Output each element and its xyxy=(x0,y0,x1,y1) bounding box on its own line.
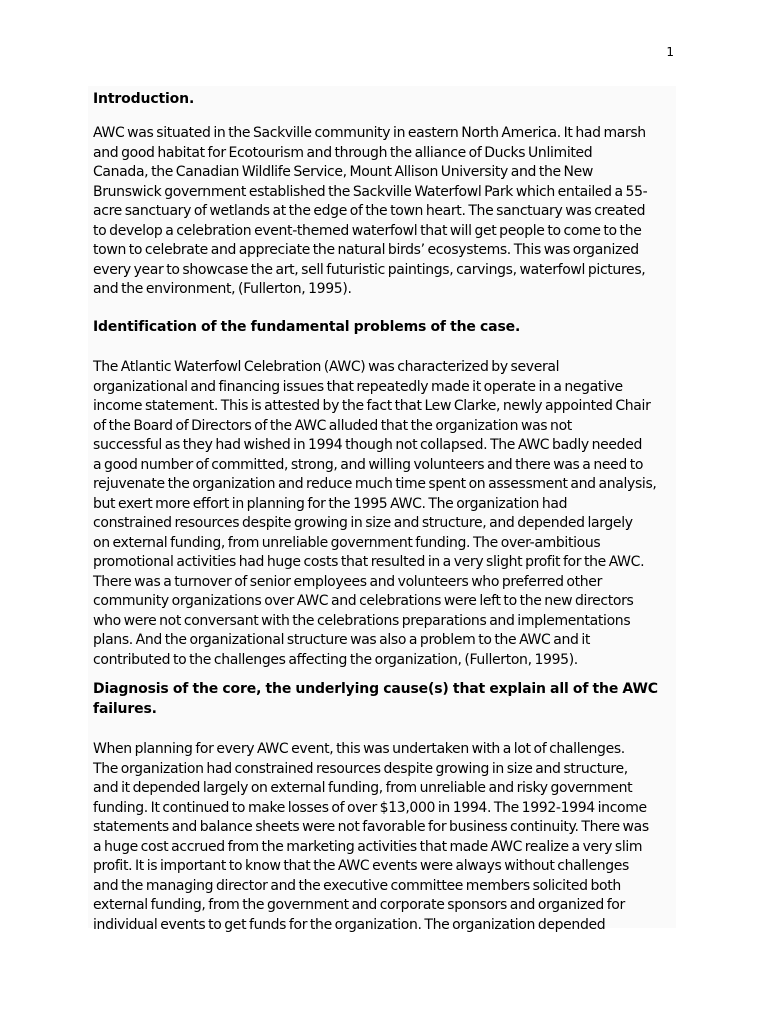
text-line: income statement. This is attested by the fact that Lew Clarke, newly appointed Chair xyxy=(93,398,651,414)
text-line: individual events to get funds for the organization. The organization depended xyxy=(93,916,606,933)
text-line: and the environment, (Fullerton, 1995). xyxy=(93,281,352,297)
text-line: funding. It continued to make losses of over $13,000 in 1994. The 1992-1994 income xyxy=(93,799,647,816)
text-line: of the Board of Directors of the AWC alluded that the organization was not xyxy=(93,417,572,434)
text-line: profit. It is important to know that the AWC events were always without challenges xyxy=(93,858,629,874)
text-line: external funding, from the government and corporate sponsors and organized for xyxy=(93,897,625,913)
text-line: town to celebrate and appreciate the natural birds’ ecosystems. This was organized xyxy=(93,242,639,258)
heading-line: Identification of the fundamental problems of the case. xyxy=(93,319,521,335)
text-line: on external funding, from unreliable government funding. The over-ambitious xyxy=(93,534,601,551)
text-line: Brunswick government established the Sackville Waterfowl Park which entailed a 55- xyxy=(93,183,648,200)
section-heading-diagnosis xyxy=(93,680,675,719)
text-line: organizational and financing issues that repeatedly made it operate in a negative xyxy=(93,378,623,395)
text-line: and good habitat for Ecotourism and through the alliance of Ducks Unlimited xyxy=(93,144,593,161)
text-line: contributed to the challenges affecting the organization, (Fullerton, 1995). xyxy=(93,651,578,668)
text-line: a good number of committed, strong, and willing volunteers and there was a need to xyxy=(93,456,644,473)
text-line: Canada, the Canadian Wildlife Service, Mount Allison University and the New xyxy=(93,164,594,180)
text-line: community organizations over AWC and celebrations were left to the new directors xyxy=(93,593,634,609)
text-line: a huge cost accrued from the marketing activities that made AWC realize a very slim xyxy=(93,838,643,855)
text-line: constrained resources despite growing in size and structure, and depended largely xyxy=(93,515,633,531)
text-line: AWC was situated in the Sackville community in eastern North America. It had marsh xyxy=(93,125,646,141)
text-line: and it depended largely on external funding, from unreliable and risky government xyxy=(93,780,633,796)
text-line: to develop a celebration event-themed waterfowl that will get people to come to the xyxy=(93,222,642,239)
text-line: but exert more effort in planning for the 1995 AWC. The organization had xyxy=(93,495,568,512)
text-line: plans. And the organizational structure was also a problem to the AWC and it xyxy=(93,632,591,648)
text-line: There was a turnover of senior employees and volunteers who preferred other xyxy=(93,573,602,590)
paragraph-diagnosis xyxy=(93,740,675,935)
text-line: and the managing director and the executive committee members solicited both xyxy=(93,877,621,894)
text-line: who were not conversant with the celebrations preparations and implementations xyxy=(93,612,631,629)
section-heading-problems xyxy=(93,318,675,338)
heading-line: Diagnosis of the core, the underlying cause(s) that explain all of the AWC xyxy=(93,681,658,697)
heading-line: failures. xyxy=(93,700,157,717)
text-line: successful as they had wished in 1994 though not collapsed. The AWC badly needed xyxy=(93,437,643,453)
text-line: rejuvenate the organization and reduce much time spent on assessment and analysis, xyxy=(93,476,657,492)
text-line: promotional activities had huge costs that resulted in a very slight profit for the AWC. xyxy=(93,554,645,570)
section-heading-introduction xyxy=(93,90,675,110)
document-body xyxy=(88,86,676,933)
page-number: 1 xyxy=(666,45,674,59)
paragraph-problems xyxy=(93,358,675,670)
text-line: every year to showcase the art, sell futuristic paintings, carvings, waterfowl pictures, xyxy=(93,261,646,278)
text-line: When planning for every AWC event, this was undertaken with a lot of challenges. xyxy=(93,741,625,757)
paragraph-introduction xyxy=(93,124,675,300)
text-line: The Atlantic Waterfowl Celebration (AWC) was characterized by several xyxy=(93,359,560,375)
text-line: The organization had constrained resources despite growing in size and structure, xyxy=(93,760,628,777)
heading-line: Introduction. xyxy=(93,91,195,107)
text-line: acre sanctuary of wetlands at the edge of the town heart. The sanctuary was created xyxy=(93,203,646,219)
text-line: statements and balance sheets were not favorable for business continuity. There was xyxy=(93,819,649,835)
